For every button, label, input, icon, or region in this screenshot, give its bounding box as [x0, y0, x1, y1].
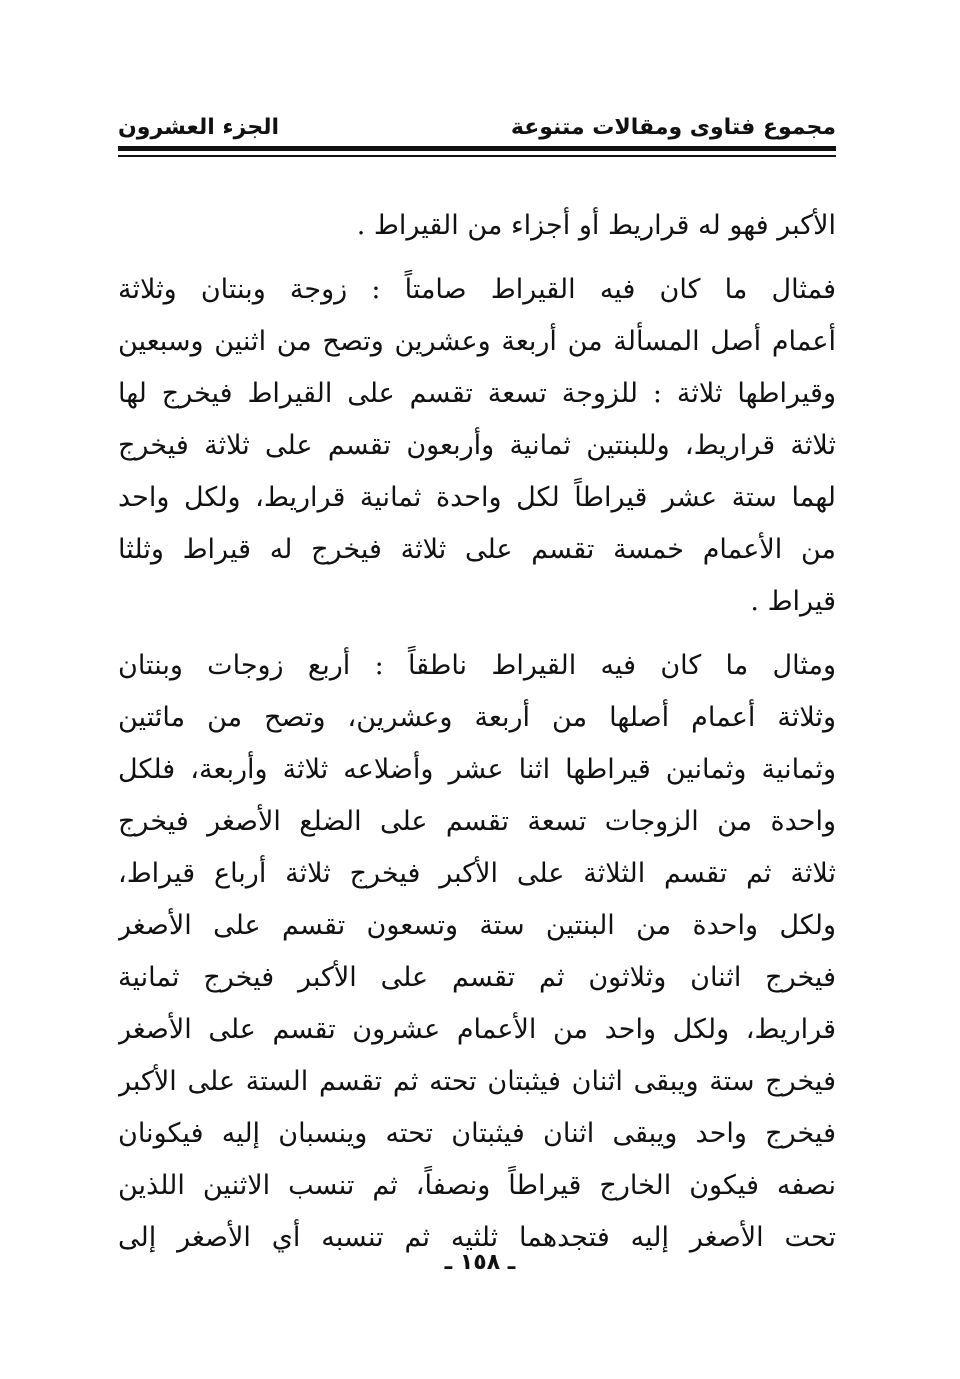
text-line: واحدة من الزوجات تسعة تقسم على الضلع الأصغر فيخرج: [118, 806, 836, 837]
text-line: لهما ستة عشر قيراطاً لكل واحدة ثمانية قراريط، ولكل واحد: [118, 482, 836, 513]
text-line: أعمام أصل المسألة من أربعة وعشرين وتصح من اثنين وسبعين: [118, 326, 836, 357]
text-line: فيخرج واحد ويبقى اثنان فيثبتان تحته وينسبان إليه فيكونان: [118, 1118, 836, 1149]
text-line: وثمانية وثمانين قيراطها اثنا عشر وأضلاعه ثلاثة وأربعة، فلكل: [118, 754, 836, 785]
header-rule-thick: [118, 146, 836, 151]
text-line: تحت الأصغر إليه فتجدهما ثلثيه ثم تنسبه أي الأصغر إلى: [118, 1222, 836, 1253]
paragraph: [118, 640, 836, 1264]
text-line: ثلاثة ثم تقسم الثلاثة على الأكبر فيخرج ثلاثة أرباع قيراط،: [118, 858, 836, 889]
paragraph: [118, 200, 836, 252]
text-line: فيخرج ستة ويبقى اثنان فيثبتان تحته ثم تقسم الستة على الأكبر: [118, 1066, 836, 1097]
text-line: الأكبر فهو له قراريط أو أجزاء من القيراط .: [356, 210, 836, 241]
header-rule-thin: [118, 155, 836, 157]
text-line: ولكل واحدة من البنتين ستة وتسعون تقسم على الأصغر: [118, 910, 836, 941]
text-line: وثلاثة أعمام أصلها من أربعة وعشرين، وتصح من مائتين: [118, 702, 836, 733]
text-line: قيراط .: [750, 586, 836, 617]
text-line: فمثال ما كان فيه القيراط صامتاً : زوجة وبنتان وثلاثة: [118, 274, 836, 305]
volume-label: الجزء العشرون: [118, 115, 279, 140]
text-line: قراريط، ولكل واحد من الأعمام عشرون تقسم على الأصغر: [118, 1014, 836, 1045]
running-header: [118, 100, 836, 140]
paragraph: [118, 264, 836, 628]
text-line: فيخرج اثنان وثلاثون ثم تقسم على الأكبر فيخرج ثمانية: [118, 962, 836, 993]
text-line: ومثال ما كان فيه القيراط ناطقاً : أربع زوجات وبنتان: [118, 650, 836, 681]
book-title: مجموع فتاوى ومقالات متنوعة: [510, 115, 836, 140]
page-number: ـ ١٥٨ ـ: [444, 1250, 516, 1275]
text-line: وقيراطها ثلاثة : للزوجة تسعة تقسم على القيراط فيخرج لها: [118, 378, 836, 409]
body-text: [118, 200, 836, 1264]
text-line: من الأعمام خمسة تقسم على ثلاثة فيخرج له قيراط وثلثا: [118, 534, 836, 565]
text-line: نصفه فيكون الخارج قيراطاً ونصفاً، ثم تنسب الاثنين اللذين: [118, 1170, 836, 1201]
text-line: ثلاثة قراريط، وللبنتين ثمانية وأربعون تقسم على ثلاثة فيخرج: [118, 430, 836, 461]
